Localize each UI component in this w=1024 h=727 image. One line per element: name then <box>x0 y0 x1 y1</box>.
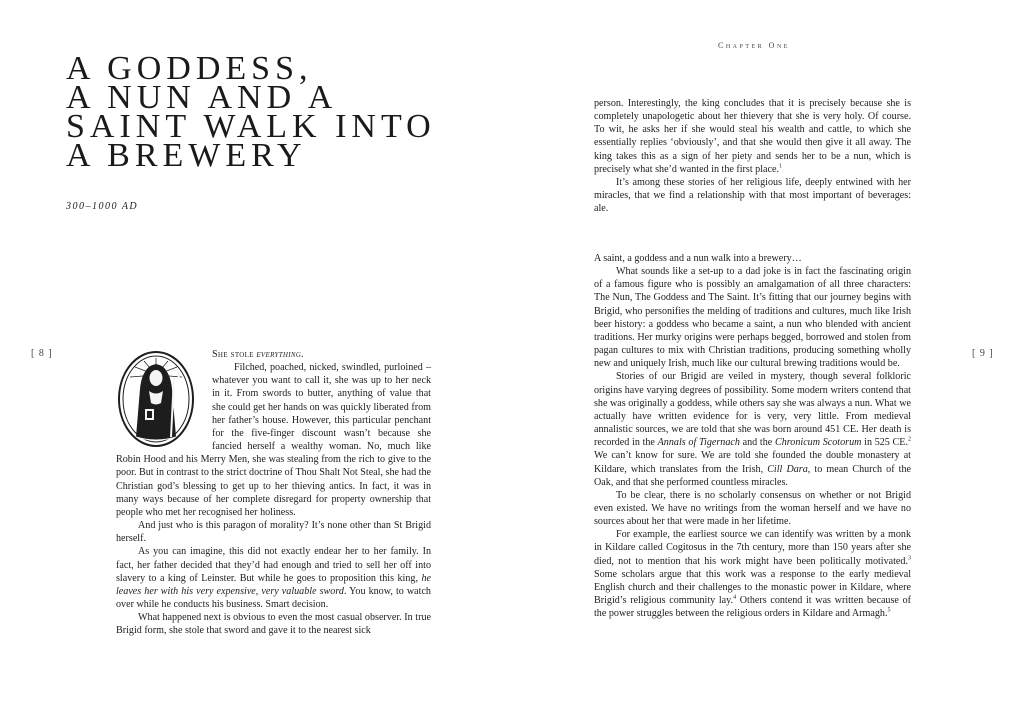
paragraph-text: Stories of our Brigid are veiled in mystery, though several folkloric origins have varying degrees of possibility. Some modern writers contend that she was originally a goddess, while others say she was always a nun. What we actually have written evidence for is very, very little. From medieval annalistic sources, we are told that she was born around 451 CE. Her death is recorded in the <box>594 371 911 449</box>
paragraph-text: For example, the earliest source we can identify was written by a monk in Kildare called Cogitosus in the 7th century, more than 150 years after she died, not to mention that his work might have been politically motivated. <box>594 529 911 567</box>
date-range: 300–1000 AD <box>66 201 139 212</box>
title-line: A NUN AND A <box>66 79 338 116</box>
title-line: A GODDESS, <box>66 50 313 87</box>
italic-text: Chronicum Scotorum <box>774 437 862 449</box>
italic-text: he leaves her with his very expensive, very valuable sword <box>116 572 431 597</box>
paragraph-text: Some scholars argue that this work was a response to the early medieval English church and their challenges to the monastic power in Kildare, where Brigid’s religious community lay. <box>594 568 911 607</box>
paragraph-text: person. Interestingly, the king concludes that it is precisely because she is completely unapologetic about her thievery that she is very holy. Of course. To wit, he asks her if she would steal his wealth and cattle, to which she essentially replies ‘obviously’, and that she would then give it all away. The king takes this as a sign of her piety and sends her to be a nun, which is precisely what she’d wanted in the first place. <box>594 98 911 175</box>
paragraph: Filched, poached, nicked, swindled, purloined – whatever you want to call it, she was up to her neck in it. From swords to butter, anything of value that she could get her hands on was quickly liberated from her father’s house. However, this particular penchant for the five-finger discount wasn’t because she fancied herself a wealthy woman. No, much like Robin Hood and his Merry Men, she was stealing from the rich to give to the poor. But in contrast to the strict doctrine of Thou Shalt Not Steal, she had the Christian god’s blessing to get up to her thieving antics. In fact, it was in many ways because of her complete disregard for property ownership that people who met her recognised her holiness. <box>116 362 431 518</box>
opening-emphasis: everything. <box>256 349 305 360</box>
title-line: SAINT WALK INTO <box>66 108 436 145</box>
paragraph: And just who is this paragon of morality? It’s none other than St Brigid herself. <box>116 520 431 545</box>
chapter-title <box>66 50 466 174</box>
page-number-left: [ 8 ] <box>31 348 53 359</box>
paragraph: What happened next is obvious to even the most casual observer. In true Brigid form, she stole that sword and gave it to the nearest sick <box>116 612 431 637</box>
paragraph <box>594 97 911 176</box>
paragraph-text: and the <box>742 437 773 449</box>
paragraph: It’s among these stories of her religious life, deeply entwined with her miracles, that we find a relationship with that most important of beverages: ale. <box>594 176 911 215</box>
paragraph-text: As you can imagine, this did not exactly endear her to her family. In fact, her father decided that they’d had enough and tried to sell her off into slavery to a king of Leinster. But while he goes to proposition this king, <box>116 546 431 584</box>
running-head: Chapter One <box>718 41 790 50</box>
section-lead: A saint, a goddess and a nun walk into a brewery… <box>594 253 802 264</box>
footnote-marker: 5 <box>887 607 891 614</box>
opening-smallcaps: She stole <box>212 349 254 360</box>
footnote-marker: 3 <box>908 555 911 562</box>
right-page <box>512 0 1024 727</box>
paragraph-text: , to mean Church of the Oak, and that she performed countless miracles. <box>594 463 912 488</box>
paragraph-text: in 525 CE. <box>864 437 908 449</box>
title-line: A BREWERY <box>66 137 307 174</box>
paragraph-text: We can’t know for sure. We are told she founded the double monastery at Kildare, which translates from the Irish, <box>594 450 911 475</box>
footnote-marker: 1 <box>779 163 782 170</box>
paragraph: To be clear, there is no scholarly consensus on whether or not Brigid even existed. We have no writings from the woman herself and we have no sources about her that were made in her lifetime. <box>594 489 911 528</box>
paragraph-text: Others contend it was written because of the power struggles between the religious orders in Kildare and Armagh. <box>594 595 911 620</box>
italic-text: Annals of Tigernach <box>657 437 740 449</box>
footnote-marker: 4 <box>733 594 737 601</box>
saint-brigid-portrait-icon <box>116 349 196 449</box>
page-number-right: [ 9 ] <box>972 348 994 359</box>
right-body-text-main <box>594 252 911 620</box>
right-body-text-top <box>594 97 911 215</box>
paragraph-text: . You know, to watch over while he conducts his business. Smart decision. <box>116 585 431 610</box>
paragraph: What sounds like a set-up to a dad joke is in fact the fascinating origin of a famous figure who is possibly an amalgamation of all three characters: The Nun, The Goddess and The Saint. It’s fitting that our journey begins with Brigid, who personifies the melding of traditions and cultures, much like Irish beer history: a goddess who became a saint, a nun who blended with ancient traditions. Her murky origins were perhaps begged, borrowed and stolen from pagan cultures to mix with Christian traditions, producing something wholly new and uniquely Irish, much like our cultural brewing traditions would be. <box>594 266 911 370</box>
paragraph <box>116 545 431 611</box>
paragraph <box>594 370 911 488</box>
left-body-text <box>116 348 431 637</box>
paragraph <box>594 528 911 620</box>
footnote-marker: 2 <box>907 436 911 443</box>
italic-text: Cill Dara <box>767 463 808 475</box>
